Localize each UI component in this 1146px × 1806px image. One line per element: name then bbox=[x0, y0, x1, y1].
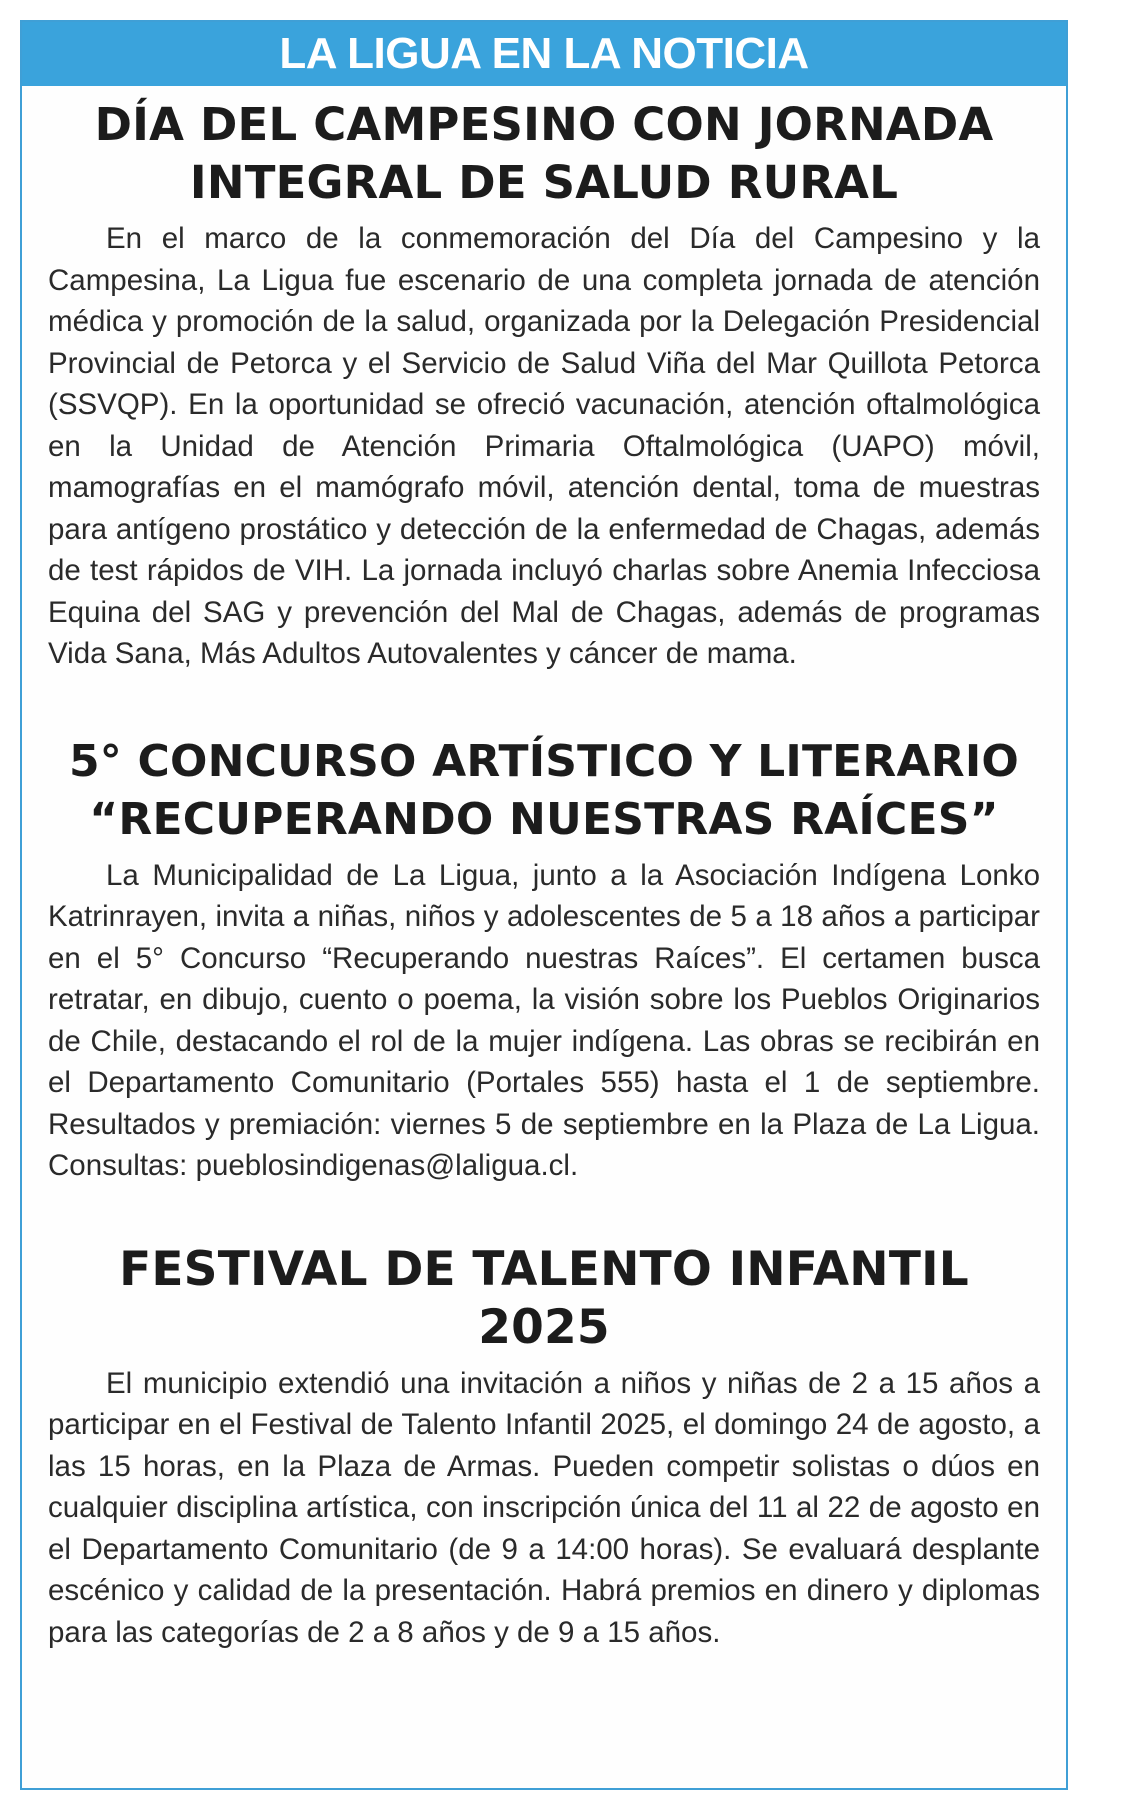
article-body: La Municipalidad de La Ligua, junto a la Asociación Indígena Lonko Katrinrayen, invita a niñas, niños y adolescentes de 5 a 18 años a participar en el 5° Concurso “Recuperando nuestras Raíces”. El certamen busca retratar, en dibujo, cuento o poema, la visión sobre los Pueblos Originarios de Chile, destacando el rol de la mujer indígena. Las obras se recibirán en el Departamento Comunitario (Portales 555) hasta el 1 de septiembre. Resultados y premiación: viernes 5 de septiembre en la Plaza de La Ligua. Consultas: pueblosindigenas@laligua.cl. bbox=[48, 858, 1040, 1182]
article-headline: DÍA DEL CAMPESINO CON JORNADA INTEGRAL DE SALUD RURAL bbox=[94, 98, 994, 209]
article-headline: FESTIVAL DE TALENTO INFANTIL 2025 bbox=[119, 1241, 969, 1355]
section-banner: LA LIGUA EN LA NOTICIA bbox=[22, 22, 1066, 86]
article-talent-festival bbox=[22, 1241, 1066, 1654]
article-body: El municipio extendió una invitación a niños y niñas de 2 a 15 años a participar en el Festival de Talento Infantil 2025, el domingo 24 de agosto, a las 15 horas, en la Plaza de Armas. Pueden competir solistas o dúos en cualquier disciplina artística, con inscripción única del 11 al 22 de agosto en el Departamento Comunitario (de 9 a 14:00 horas). Se evaluará desplante escénico y calidad de la presentación. Habrá premios en dinero y diplomas para las categorías de 2 a 8 años y de 9 a 15 años. bbox=[48, 1366, 1040, 1649]
newspaper-column bbox=[20, 20, 1068, 1790]
article-health-day bbox=[22, 96, 1066, 675]
article-art-contest bbox=[22, 733, 1066, 1187]
article-headline: 5° CONCURSO ARTÍSTICO Y LITERARIO “RECUPERANDO NUESTRAS RAÍCES” bbox=[68, 735, 1020, 845]
article-body: En el marco de la conmemoración del Día del Campesino y la Campesina, La Ligua fue escenario de una completa jornada de atención médica y promoción de la salud, organizada por la Delegación Presidencial Provincial de Petorca y el Servicio de Salud Viña del Mar Quillota Petorca (SSVQP). En la oportunidad se ofreció vacunación, atención oftalmológica en la Unidad de Atención Primaria Oftalmológica (UAPO) móvil, mamografías en el mamógrafo móvil, atención dental, toma de muestras para antígeno prostático y detección de la enfermedad de Chagas, además de test rápidos de VIH. La jornada incluyó charlas sobre Anemia Infecciosa Equina del SAG y prevención del Mal de Chagas, además de programas Vida Sana, Más Adultos Autovalentes y cáncer de mama. bbox=[48, 222, 1040, 670]
